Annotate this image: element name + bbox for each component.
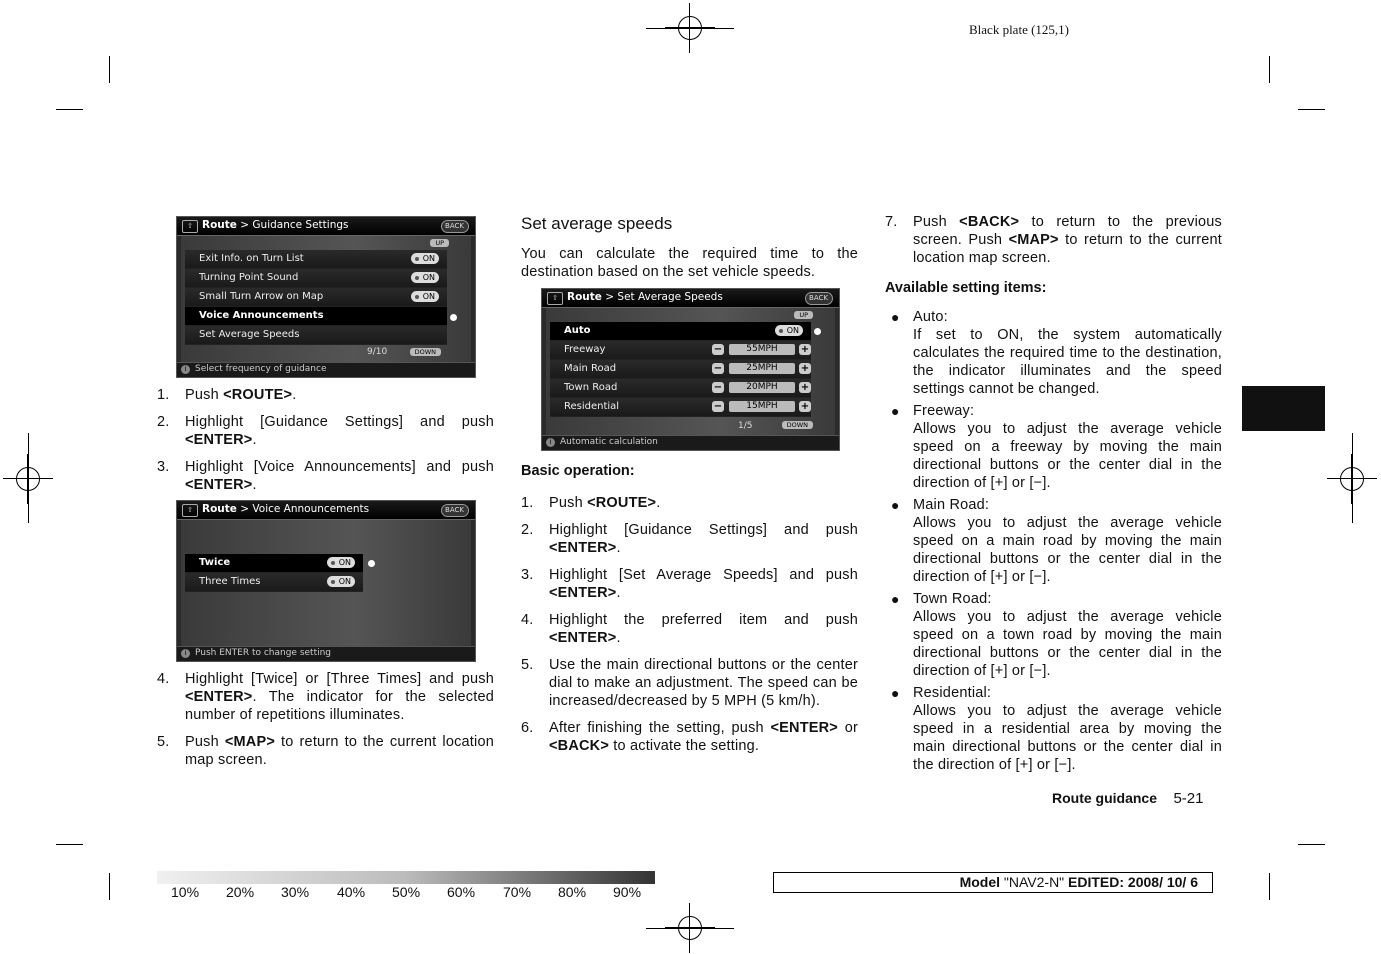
crop-mark: [56, 844, 83, 845]
step-item: 1. Push <ROUTE>.: [157, 387, 297, 403]
speed-row-freeway[interactable]: [550, 341, 811, 360]
item-name: Auto:: [913, 309, 948, 325]
item-name: Residential:: [913, 685, 992, 701]
info-icon: i: [181, 649, 190, 658]
percent-label: 20%: [226, 884, 255, 900]
menu-row[interactable]: [185, 326, 447, 345]
info-icon: i: [181, 365, 190, 374]
bullet-icon: ●: [891, 497, 900, 513]
plus-icon[interactable]: +: [800, 344, 810, 355]
scroll-up-button[interactable]: UP: [430, 239, 449, 247]
step-item: 1. Push <ROUTE>.: [521, 495, 661, 511]
screen-header: [542, 289, 839, 308]
row-label: Three Times: [199, 576, 261, 587]
screen-footer: [177, 362, 475, 377]
item-desc: Allows you to adjust the average vehicle speed on a main road by moving the main directional buttons or the center dial in the direction of [+] or [−].: [913, 515, 1222, 585]
plate-label: Black plate (125,1): [969, 22, 1069, 37]
cursor-dot-icon: [814, 328, 821, 335]
route-icon: ⇧: [547, 292, 563, 305]
row-label: Set Average Speeds: [199, 329, 300, 340]
minus-icon[interactable]: −: [713, 363, 723, 374]
screen-body: [546, 308, 835, 435]
step-item: 4. Highlight the preferred item and push <ENTER>.: [521, 612, 858, 646]
crop-mark: [109, 873, 110, 900]
page-indicator: 9/10: [367, 347, 388, 357]
cursor-dot-icon: [450, 314, 457, 321]
minus-icon[interactable]: −: [713, 344, 723, 355]
section-tab: [1242, 386, 1325, 431]
speed-value: 15MPH: [729, 401, 795, 412]
percent-label: 40%: [337, 884, 366, 900]
on-indicator: ON: [411, 272, 439, 283]
footer-hint: Automatic calculation: [560, 437, 658, 447]
percent-label: 30%: [281, 884, 310, 900]
step-item: 2. Highlight [Guidance Settings] and push <ENTER>.: [157, 414, 494, 448]
bullet-icon: ●: [891, 309, 900, 325]
scroll-up-button[interactable]: UP: [794, 311, 813, 319]
bullet-icon: ●: [891, 403, 900, 419]
setting-item: [885, 402, 1222, 492]
row-label: Auto: [564, 325, 591, 336]
percent-label: 80%: [558, 884, 587, 900]
screen-body: [181, 520, 471, 646]
minus-icon[interactable]: −: [713, 401, 723, 412]
steps-list-b: [157, 670, 494, 778]
model-edited-box: Model "NAV2-N" EDITED: 2008/ 10/ 6: [773, 872, 1213, 893]
speed-value: 25MPH: [729, 363, 795, 374]
page-number: 5-21: [1173, 790, 1204, 807]
gray-scale-bar: [157, 871, 655, 884]
section-name: Route guidance: [1052, 790, 1158, 806]
registration-mark-icon: [673, 911, 707, 945]
back-button[interactable]: BACK: [805, 292, 833, 305]
back-button[interactable]: BACK: [441, 220, 469, 233]
registration-mark-icon: [673, 11, 707, 45]
plus-icon[interactable]: +: [800, 382, 810, 393]
scroll-down-button[interactable]: DOWN: [782, 421, 813, 429]
speed-value: 20MPH: [729, 382, 795, 393]
option-row[interactable]: [185, 573, 363, 592]
info-icon: i: [546, 438, 555, 447]
section-title: Set average speeds: [521, 214, 673, 233]
menu-row-selected[interactable]: [185, 307, 447, 326]
on-indicator: ON: [327, 576, 355, 587]
setting-items-list: [885, 308, 1222, 778]
screen-header: [177, 501, 475, 520]
on-indicator: ON: [327, 557, 355, 568]
row-label: Town Road: [564, 382, 618, 393]
item-desc: Allows you to adjust the average vehicle speed in a residential area by moving the main directional buttons or the center dial in the direction of [+] or [−].: [913, 703, 1222, 773]
row-label: Twice: [199, 557, 231, 568]
crop-mark: [1269, 873, 1270, 900]
percent-label: 50%: [392, 884, 421, 900]
speed-row-town-road[interactable]: [550, 379, 811, 398]
setting-item: [885, 308, 1222, 398]
step-item: 5. Use the main directional buttons or the center dial to make an adjustment. The speed can be increased/decreased by 5 MPH (5 km/h).: [521, 657, 858, 709]
option-row-selected[interactable]: [185, 554, 363, 573]
breadcrumb: Route > Guidance Settings: [202, 219, 349, 231]
footer-hint: Push ENTER to change setting: [195, 648, 332, 658]
on-indicator: ON: [411, 291, 439, 302]
screen-body: [181, 236, 471, 362]
back-button[interactable]: BACK: [441, 504, 469, 517]
crop-mark: [1298, 844, 1325, 845]
item-name: Main Road:: [913, 497, 990, 513]
breadcrumb: Route > Voice Announcements: [202, 503, 370, 515]
registration-mark-icon: [11, 462, 45, 496]
on-indicator: ON: [775, 325, 803, 336]
step-item: 5. Push <MAP> to return to the current location map screen.: [157, 734, 494, 768]
nav-screen-guidance-settings: [176, 216, 476, 378]
screen-footer: [177, 646, 475, 661]
page-indicator: 1/5: [738, 421, 753, 431]
crop-mark: [1269, 56, 1270, 83]
bullet-icon: ●: [891, 591, 900, 607]
step-item: 4. Highlight [Twice] or [Three Times] and push <ENTER>. The indicator for the selected number of repetitions illuminates.: [157, 671, 494, 723]
percent-label: 60%: [447, 884, 476, 900]
available-items-heading: Available setting items:: [885, 280, 1047, 296]
scroll-down-button[interactable]: DOWN: [410, 348, 441, 356]
bullet-icon: ●: [891, 685, 900, 701]
step-7: [885, 213, 1222, 276]
step-item: 2. Highlight [Guidance Settings] and push <ENTER>.: [521, 522, 858, 556]
breadcrumb: Route > Set Average Speeds: [567, 291, 723, 303]
crop-mark: [56, 109, 83, 110]
registration-mark-icon: [1335, 462, 1369, 496]
setting-item: [885, 684, 1222, 774]
steps-list-a: [157, 386, 494, 503]
item-name: Freeway:: [913, 403, 975, 419]
step-item: 3. Highlight [Voice Announcements] and push <ENTER>.: [157, 459, 494, 493]
basic-operation-heading: Basic operation:: [521, 463, 635, 479]
route-icon: ⇧: [182, 504, 198, 517]
menu-row[interactable]: [185, 269, 447, 288]
footer-hint: Select frequency of guidance: [195, 364, 327, 374]
percent-label: 10%: [171, 884, 200, 900]
item-desc: Allows you to adjust the average vehicle speed on a town road by moving the main directional buttons or the center dial in the direction of [+] or [−].: [913, 609, 1222, 679]
crop-mark: [109, 56, 110, 83]
setting-item: [885, 496, 1222, 586]
step-item: 3. Highlight [Set Average Speeds] and push <ENTER>.: [521, 567, 858, 601]
item-desc: Allows you to adjust the average vehicle speed on a freeway by moving the main directional buttons or the center dial in the direction of [+] or [−].: [913, 421, 1222, 491]
step-item: 6. After finishing the setting, push <ENTER> or <BACK> to activate the setting.: [521, 720, 858, 754]
on-indicator: ON: [411, 253, 439, 264]
row-label: Turning Point Sound: [199, 272, 299, 283]
plus-icon[interactable]: +: [800, 363, 810, 374]
crop-mark: [1298, 109, 1325, 110]
basic-steps-list: [521, 494, 858, 764]
row-label: Freeway: [564, 344, 606, 355]
cursor-dot-icon: [368, 560, 375, 567]
screen-footer: [542, 435, 839, 450]
row-label: Voice Announcements: [199, 310, 324, 321]
plus-icon[interactable]: +: [800, 401, 810, 412]
speed-row-main-road[interactable]: [550, 360, 811, 379]
minus-icon[interactable]: −: [713, 382, 723, 393]
item-name: Town Road:: [913, 591, 992, 607]
menu-row[interactable]: [185, 288, 447, 307]
row-label: Main Road: [564, 363, 617, 374]
item-desc: If set to ON, the system automatically calculates the required time to the destination, the indicator illuminates and the speed settings cannot be changed.: [913, 327, 1222, 397]
row-label: Exit Info. on Turn List: [199, 253, 304, 264]
intro-paragraph: You can calculate the required time to the destination based on the set vehicle speeds.: [521, 246, 858, 280]
route-icon: ⇧: [182, 220, 198, 233]
percent-label: 90%: [613, 884, 642, 900]
row-label: Residential: [564, 401, 620, 412]
screen-header: [177, 217, 475, 236]
nav-screen-voice-announcements: [176, 500, 476, 662]
nav-screen-set-average-speeds: [541, 288, 840, 451]
speed-row-residential[interactable]: [550, 398, 811, 417]
speed-value: 55MPH: [729, 344, 795, 355]
setting-item: [885, 590, 1222, 680]
step-item: 7. Push <BACK> to return to the previous screen. Push <MAP> to return to the current location map screen.: [885, 214, 1222, 266]
page-footer: [1052, 790, 1204, 808]
percent-label: 70%: [503, 884, 532, 900]
menu-row[interactable]: [185, 250, 447, 269]
auto-row-selected[interactable]: [550, 322, 811, 341]
row-label: Small Turn Arrow on Map: [199, 291, 324, 302]
